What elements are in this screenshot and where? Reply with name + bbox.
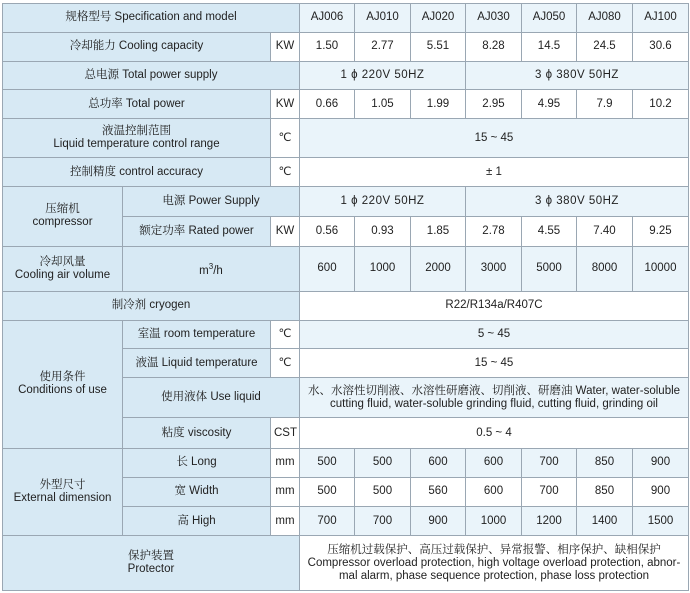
cooling-value: 2.77 [355,32,411,61]
accuracy-unit: ℃ [271,158,300,187]
protector-row [3,536,689,591]
long-value: 900 [633,449,689,478]
model-aj050: AJ050 [522,4,577,33]
cryogen-value: R22/R134a/R407C [300,291,689,320]
width-value: 700 [522,477,577,506]
use-liquid-value [300,378,689,418]
compressor-supply-row [3,186,689,216]
width-value: 560 [411,477,466,506]
liquid-range-row [3,119,689,158]
use-liquid-label: 使用液体 Use liquid [123,378,300,418]
high-value: 1500 [633,506,689,536]
model-aj020: AJ020 [411,4,466,33]
rated-power-label: 额定功率 Rated power [123,216,271,246]
viscosity-unit: CST [271,418,300,449]
width-unit: mm [271,477,300,506]
model-aj100: AJ100 [633,4,689,33]
cooling-value: 14.5 [522,32,577,61]
accuracy-row [3,158,689,187]
dimension-label-cn: 外型尺寸 [39,479,86,492]
cooling-value: 1.50 [300,32,355,61]
cooling-value: 24.5 [577,32,633,61]
total-power-value: 1.05 [355,90,411,119]
air-volume-value: 3000 [466,246,522,291]
protector-label [3,536,300,591]
spec-model-label: 规格型号 Specification and model [3,4,300,33]
liquid-temperature-label: 液温 Liquid temperature [123,349,271,378]
air-volume-value: 5000 [522,246,577,291]
protector-label-en: Protector [127,563,175,576]
long-value: 600 [411,449,466,478]
air-volume-value: 1000 [355,246,411,291]
long-value: 600 [466,449,522,478]
conditions-label-en: Conditions of use [18,384,107,397]
long-value: 500 [355,449,411,478]
cooling-value: 30.6 [633,32,689,61]
room-temperature-row [3,320,689,349]
air-volume-value: 2000 [411,246,466,291]
width-value: 500 [355,477,411,506]
total-power-value: 10.2 [633,90,689,119]
width-label: 宽 Width [123,477,271,506]
total-power-unit: KW [271,90,300,119]
cryogen-row [3,291,689,320]
long-value: 850 [577,449,633,478]
cryogen-label: 制冷剂 cryogen [3,291,300,320]
rated-power-unit: KW [271,216,300,246]
rated-power-value: 4.55 [522,216,577,246]
model-aj006: AJ006 [300,4,355,33]
room-temperature-unit: ℃ [271,320,300,349]
protector-line: 压缩机过载保护、高压过载保护、异常报警、相序保护、缺相保护 [327,543,661,556]
power-supply-label: 总电源 Total power supply [3,61,300,90]
long-label: 长 Long [123,449,271,478]
compressor-supply-three: 3 ϕ 380V 50HZ [466,186,689,216]
total-power-value: 4.95 [522,90,577,119]
high-label: 高 High [123,506,271,536]
high-value: 1000 [466,506,522,536]
rated-power-value: 1.85 [411,216,466,246]
rated-power-value: 7.40 [577,216,633,246]
dimension-label [3,449,123,536]
rated-power-value: 0.56 [300,216,355,246]
accuracy-value: ± 1 [300,158,689,187]
width-value: 900 [633,477,689,506]
long-unit: mm [271,449,300,478]
total-power-value: 0.66 [300,90,355,119]
liquid-temperature-unit: ℃ [271,349,300,378]
protector-line: Compressor overload protection, high voltage overload protection, abnor- [307,556,681,569]
cooling-capacity-label: 冷却能力 Cooling capacity [3,32,271,61]
total-power-value: 1.99 [411,90,466,119]
liquid-range-label-en: Liquid temperature control range [53,138,220,151]
cooling-capacity-row [3,32,689,61]
conditions-label [3,320,123,448]
liquid-temperature-value: 15 ~ 45 [300,349,689,378]
power-supply-single-phase: 1 ϕ 220V 50HZ [300,61,466,90]
air-volume-unit [123,246,300,291]
liquid-range-unit: ℃ [271,119,300,158]
total-power-row [3,90,689,119]
accuracy-label: 控制精度 control accuracy [3,158,271,187]
compressor-supply-single: 1 ϕ 220V 50HZ [300,186,466,216]
long-value: 700 [522,449,577,478]
air-volume-row [3,246,689,291]
dimension-label-en: External dimension [13,492,112,505]
high-value: 1200 [522,506,577,536]
rated-power-value: 9.25 [633,216,689,246]
cooling-value: 5.51 [411,32,466,61]
air-volume-label-en: Cooling air volume [14,268,111,281]
compressor-label-cn: 压缩机 [45,203,80,216]
high-value: 900 [411,506,466,536]
use-liquid-line: cutting fluid, water-soluble grinding fluid, cutting fluid, grinding oil [330,397,658,410]
compressor-label-en: compressor [32,216,93,229]
room-temperature-value: 5 ~ 45 [300,320,689,349]
total-power-value: 2.95 [466,90,522,119]
protector-value [300,536,689,591]
air-volume-value: 8000 [577,246,633,291]
width-value: 600 [466,477,522,506]
total-power-value: 7.9 [577,90,633,119]
model-aj010: AJ010 [355,4,411,33]
liquid-range-label-cn: 液温控制范围 [102,125,171,138]
compressor-supply-label: 电源 Power Supply [123,186,300,216]
rated-power-value: 2.78 [466,216,522,246]
viscosity-label: 粘度 viscosity [123,418,271,449]
liquid-range-value: 15 ~ 45 [300,119,689,158]
protector-label-cn: 保护装置 [128,550,174,563]
width-value: 850 [577,477,633,506]
use-liquid-line: 水、水溶性切削液、水溶性研磨液、切削液、研磨油 Water, water-soluble [307,384,681,397]
high-value: 700 [300,506,355,536]
high-value: 700 [355,506,411,536]
air-volume-value: 10000 [633,246,689,291]
air-volume-unit-tail: /h [213,264,223,277]
compressor-label [3,186,123,246]
viscosity-value: 0.5 ~ 4 [300,418,689,449]
air-volume-value: 600 [300,246,355,291]
total-power-label: 总功率 Total power [3,90,271,119]
protector-line: mal alarm, phase sequence protection, phase loss protection [338,569,650,582]
cooling-value: 8.28 [466,32,522,61]
model-aj080: AJ080 [577,4,633,33]
rated-power-value: 0.93 [355,216,411,246]
liquid-range-label [3,119,271,158]
high-unit: mm [271,506,300,536]
power-supply-three-phase: 3 ϕ 380V 50HZ [466,61,689,90]
conditions-label-cn: 使用条件 [39,371,86,384]
header-row [3,4,689,33]
model-aj030: AJ030 [466,4,522,33]
high-value: 1400 [577,506,633,536]
long-value: 500 [300,449,355,478]
dimension-long-row [3,449,689,478]
cooling-capacity-unit: KW [271,32,300,61]
air-volume-label-cn: 冷却风量 [39,255,86,268]
specification-table [2,3,689,591]
power-supply-row [3,61,689,90]
room-temperature-label: 室温 room temperature [123,320,271,349]
air-volume-unit-sup: 3 [208,261,214,271]
air-volume-unit-base: m [199,264,209,277]
width-value: 500 [300,477,355,506]
air-volume-label [3,246,123,291]
